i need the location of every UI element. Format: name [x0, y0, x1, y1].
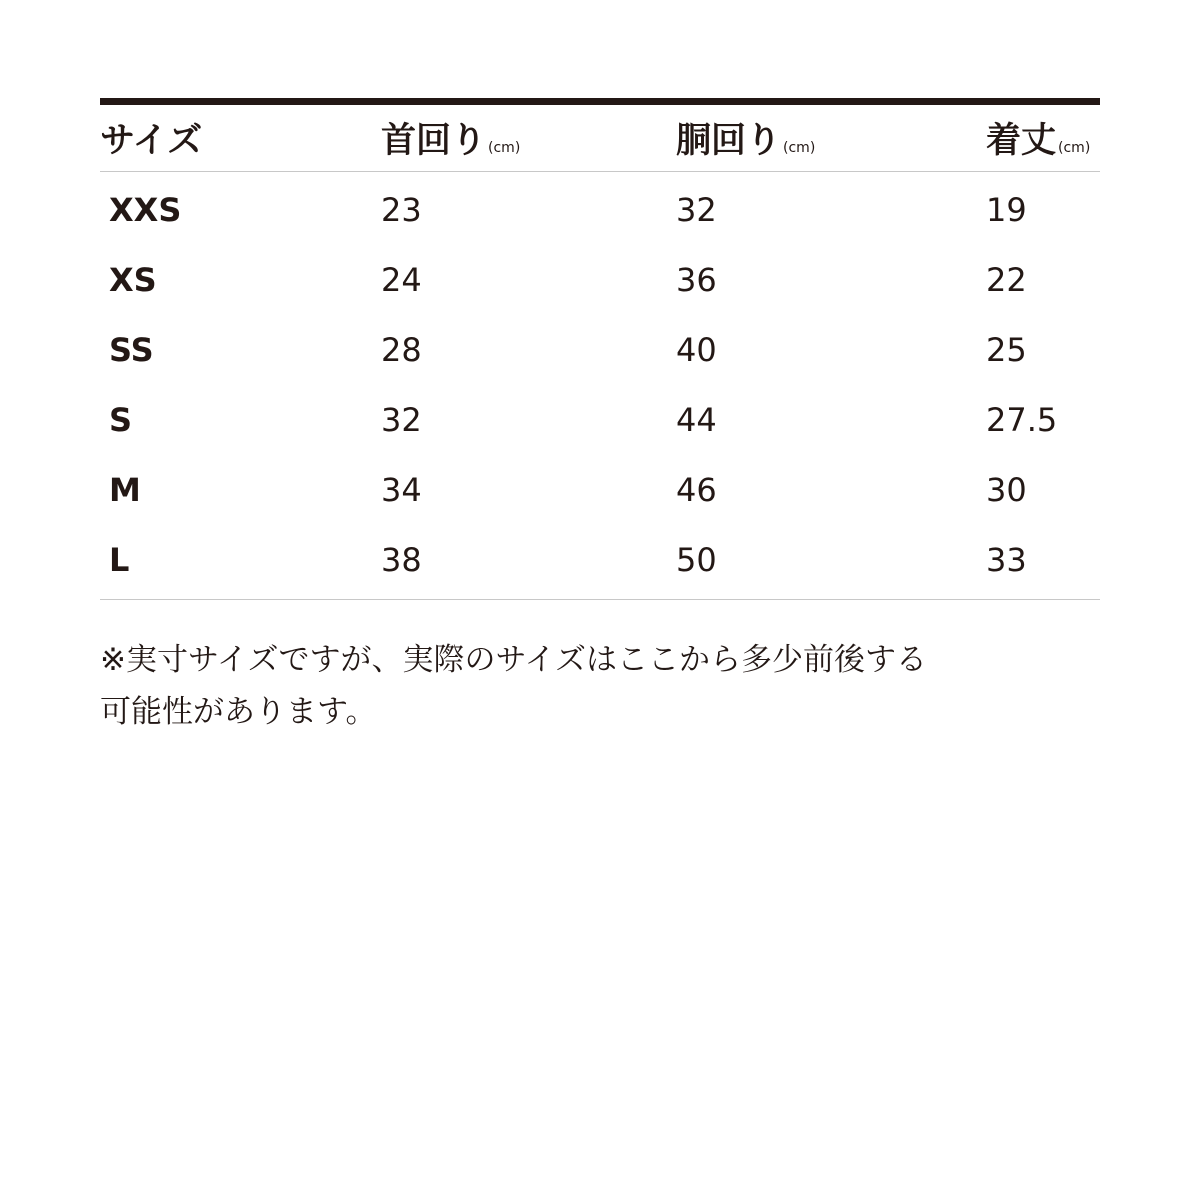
- cell-waist: 32: [676, 191, 717, 229]
- cell-waist: 36: [676, 261, 717, 299]
- cell-neck: 38: [381, 541, 422, 579]
- cell-waist: 40: [676, 331, 717, 369]
- table-header-row: [100, 105, 1100, 172]
- table-body: [100, 172, 1100, 600]
- table-row: [100, 190, 1100, 230]
- cell-waist: 46: [676, 471, 717, 509]
- size-note: [100, 634, 1100, 738]
- cell-size: M: [109, 471, 141, 509]
- cell-waist: 50: [676, 541, 717, 579]
- table-row: [100, 330, 1100, 370]
- cell-size: XS: [109, 261, 157, 299]
- table-row: [100, 260, 1100, 300]
- cell-length: 19: [986, 191, 1027, 229]
- note-line-2: 可能性があります。: [100, 694, 377, 730]
- cell-size: S: [109, 401, 133, 439]
- header-waist: [676, 121, 815, 168]
- cell-size: L: [109, 541, 130, 579]
- cell-neck: 24: [381, 261, 422, 299]
- cell-neck: 34: [381, 471, 422, 509]
- header-neck: [381, 121, 520, 168]
- table-row: [100, 540, 1100, 580]
- header-waist-unit: (cm): [783, 140, 816, 156]
- cell-waist: 44: [676, 401, 717, 439]
- cell-neck: 23: [381, 191, 422, 229]
- note-line-1: ※実寸サイズですが、実際のサイズはここから多少前後する: [100, 642, 928, 678]
- header-length-unit: (cm): [1058, 140, 1091, 156]
- size-chart-table: [100, 98, 1100, 600]
- header-neck-unit: (cm): [488, 140, 521, 156]
- header-waist-label: 胴回り: [676, 121, 782, 161]
- cell-length: 33: [986, 541, 1027, 579]
- header-length-label: 着丈: [986, 121, 1057, 161]
- header-size: [100, 121, 202, 161]
- top-rule: [100, 98, 1100, 105]
- cell-neck: 32: [381, 401, 422, 439]
- header-neck-label: 首回り: [381, 121, 487, 161]
- header-length: [986, 121, 1090, 168]
- header-size-label: サイズ: [100, 121, 203, 161]
- table-row: [100, 470, 1100, 510]
- cell-size: SS: [109, 331, 154, 369]
- cell-length: 30: [986, 471, 1027, 509]
- cell-neck: 28: [381, 331, 422, 369]
- table-row: [100, 400, 1100, 440]
- cell-length: 22: [986, 261, 1027, 299]
- cell-length: 25: [986, 331, 1027, 369]
- cell-size: XXS: [109, 191, 182, 229]
- cell-length: 27.5: [986, 401, 1058, 439]
